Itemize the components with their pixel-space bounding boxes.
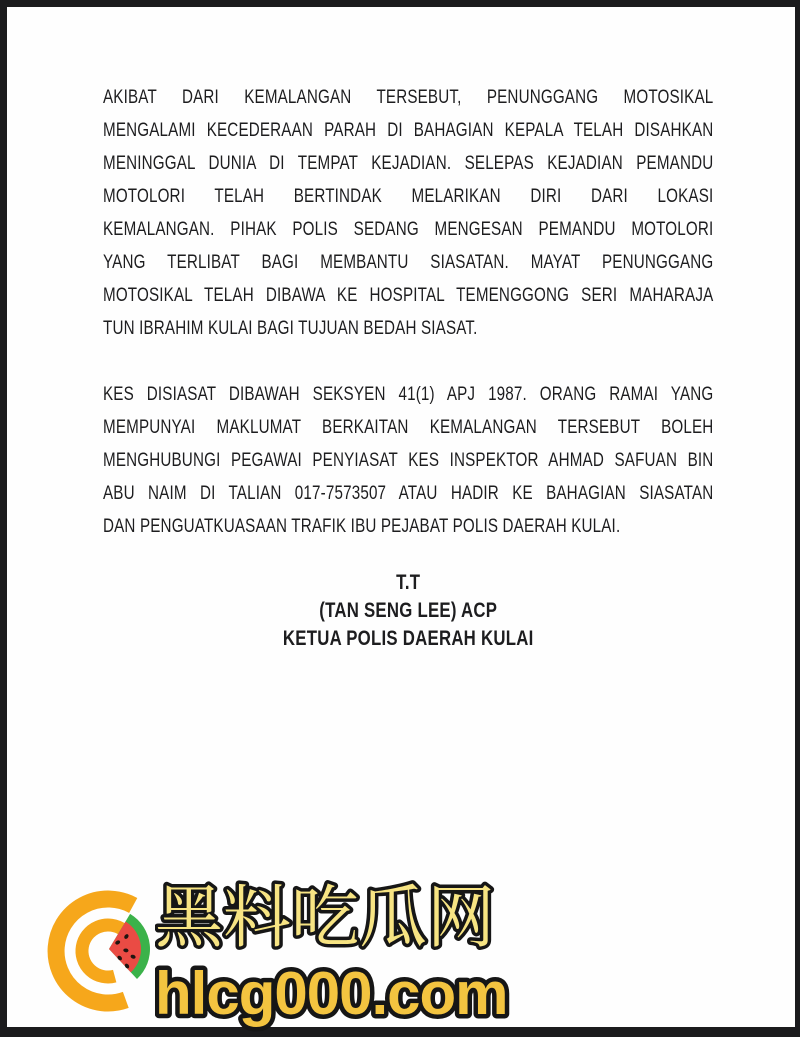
signature-block xyxy=(103,569,713,653)
signature-title: KETUA POLIS DAERAH KULAI xyxy=(282,627,534,650)
paragraph-line: KES DISIASAT DIBAWAH SEKSYEN 41(1) APJ 1987. ORANG RAMAI YANG xyxy=(103,384,714,405)
watermark-text xyxy=(155,875,575,1035)
signature-tt: T.T xyxy=(396,571,421,594)
paragraph-line: MOTOSIKAL TELAH DIBAWA KE HOSPITAL TEMENGGONG SERI MAHARAJA xyxy=(103,285,714,306)
site-logo-icon xyxy=(43,887,173,1015)
paragraph-line: AKIBAT DARI KEMALANGAN TERSEBUT, PENUNGGANG MOTOSIKAL xyxy=(103,87,714,108)
paragraph-line: MOTOLORI TELAH BERTINDAK MELARIKAN DIRI DARI LOKASI xyxy=(103,186,714,207)
paragraph-line: MENGHUBUNGI PEGAWAI PENYIASAT KES INSPEKTOR AHMAD SAFUAN BIN xyxy=(103,450,714,471)
paragraph-1 xyxy=(103,81,713,345)
paragraph-line: MENINGGAL DUNIA DI TEMPAT KEJADIAN. SELEPAS KEJADIAN PEMANDU xyxy=(103,153,714,174)
signature-name: (TAN SENG LEE) ACP xyxy=(319,599,498,622)
paragraph-line: MENGALAMI KECEDERAAN PARAH DI BAHAGIAN KEPALA TELAH DISAHKAN xyxy=(103,120,714,141)
paragraph-line: KEMALANGAN. PIHAK POLIS SEDANG MENGESAN PEMANDU MOTOLORI xyxy=(103,219,714,240)
paragraph-line: MEMPUNYAI MAKLUMAT BERKAITAN KEMALANGAN TERSEBUT BOLEH xyxy=(103,417,714,438)
paragraph-line: ABU NAIM DI TALIAN 017-7573507 ATAU HADIR KE BAHAGIAN SIASATAN xyxy=(103,483,714,504)
site-url-text: hlcg000.com xyxy=(155,960,508,1027)
document-page xyxy=(7,7,795,1027)
paragraph-line: YANG TERLIBAT BAGI MEMBANTU SIASATAN. MAYAT PENUNGGANG xyxy=(103,252,714,273)
paragraph-line: TUN IBRAHIM KULAI BAGI TUJUAN BEDAH SIASAT. xyxy=(103,318,478,339)
document-content xyxy=(103,81,713,653)
paragraph-line: DAN PENGUATKUASAAN TRAFIK IBU PEJABAT POLIS DAERAH KULAI. xyxy=(103,516,621,537)
site-name-text: 黑料吃瓜网 xyxy=(155,879,496,958)
paragraph-2 xyxy=(103,378,713,543)
